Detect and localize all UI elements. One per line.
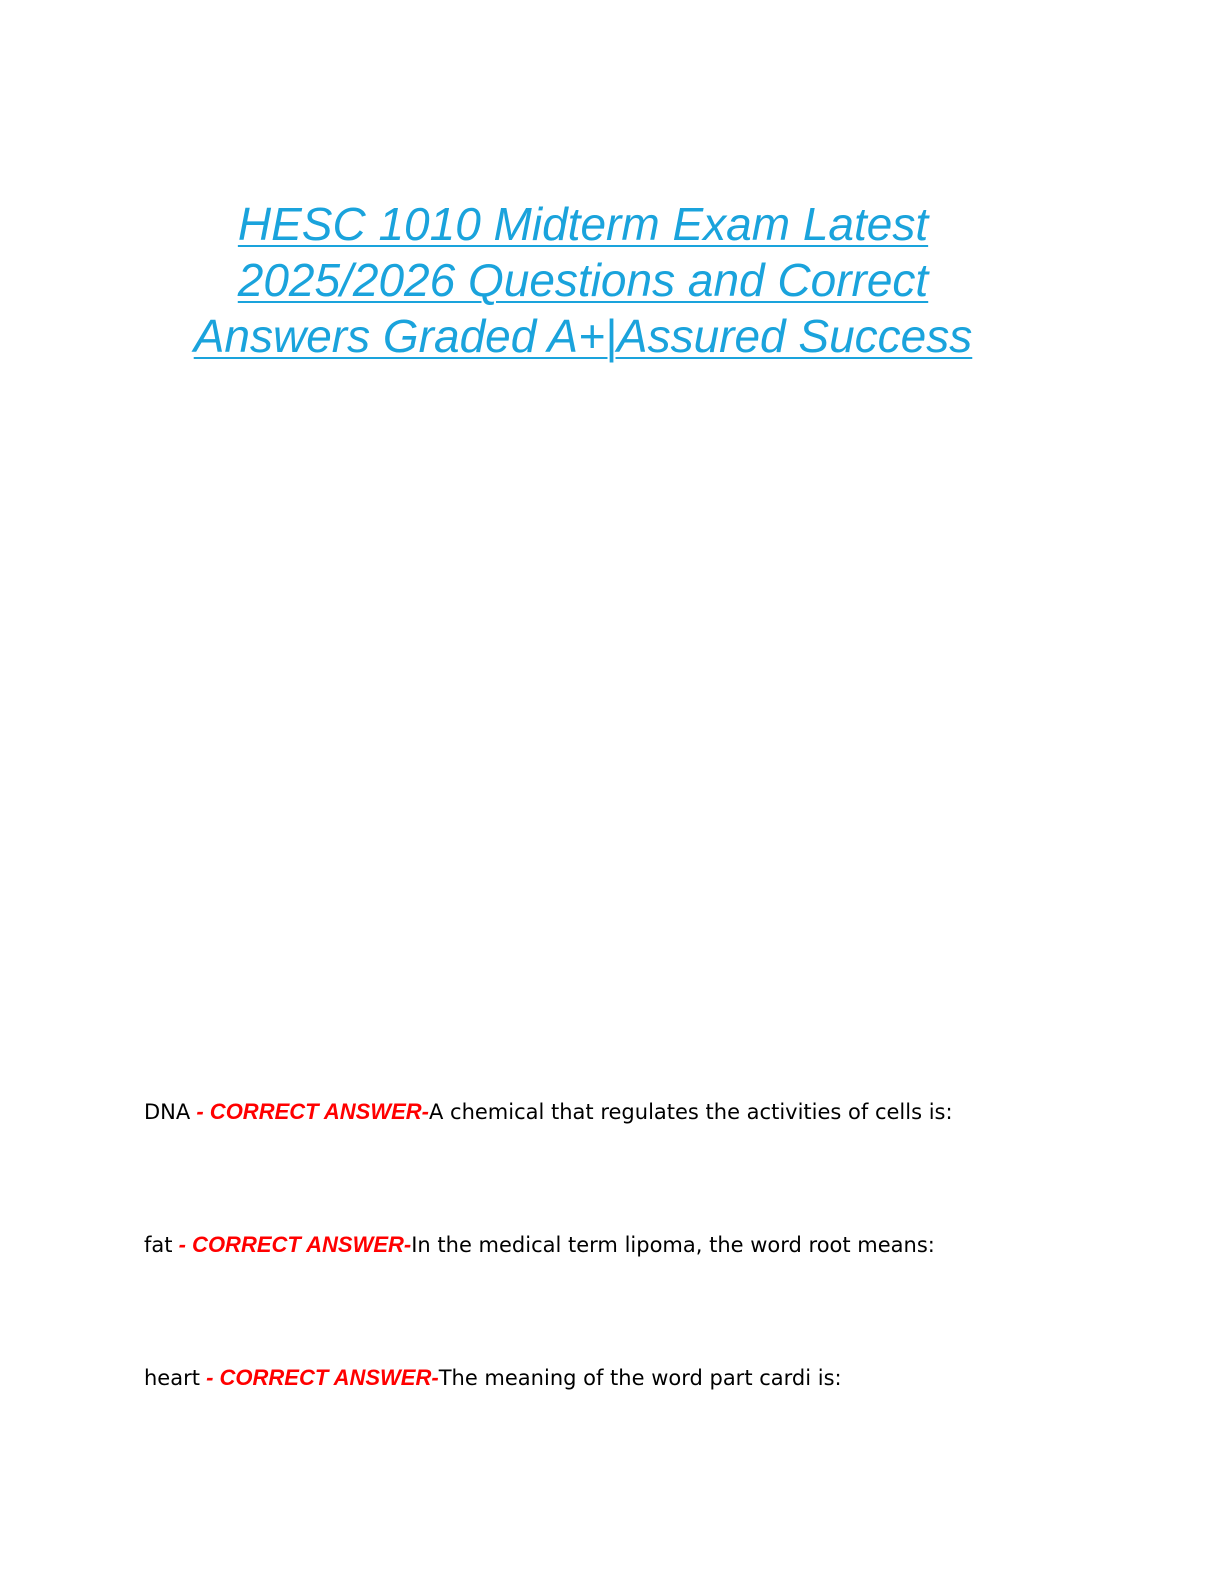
answer-text: DNA [144,1100,191,1124]
question-text: The meaning of the word part cardi is: [438,1366,842,1390]
question-text: A chemical that regulates the activities of cells is: [428,1100,953,1124]
title-line-2: 2025/2026 Questions and Correct [237,254,929,306]
correct-answer-marker: - CORRECT ANSWER- [172,1232,412,1257]
correct-answer-marker: - CORRECT ANSWER- [190,1099,429,1124]
title-line-3: Answers Graded A+|Assured Success [193,310,973,362]
title-line-1: HESC 1010 Midterm Exam Latest [237,198,929,250]
qa-item [144,1231,1104,1259]
answer-text: heart [144,1366,200,1390]
document-title [0,196,1166,364]
correct-answer-marker: - CORRECT ANSWER- [199,1365,439,1390]
answer-text: fat [144,1233,173,1257]
question-text: In the medical term lipoma, the word root means: [411,1233,935,1257]
qa-item [144,1098,1104,1126]
qa-item [144,1364,1104,1392]
